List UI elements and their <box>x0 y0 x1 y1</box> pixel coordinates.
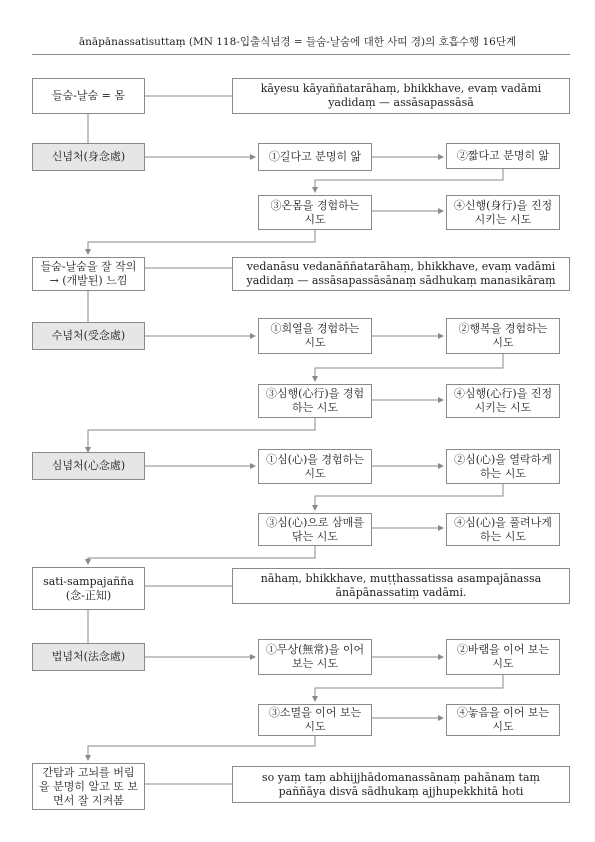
arrow <box>315 354 503 381</box>
arrow <box>88 230 315 254</box>
arrow <box>315 484 503 510</box>
step-15: ③소멸을 이어 보는 시도 <box>258 704 372 736</box>
step-16: ④놓음을 이어 보는 시도 <box>446 704 560 736</box>
step-7: ③심행(心行)을 경험하는 시도 <box>258 384 372 418</box>
category-body-mindfulness: 신념처(身念處) <box>32 143 145 171</box>
step-8: ④심행(心行)을 진정시키는 시도 <box>446 384 560 418</box>
step-4: ④신행(身行)을 진정시키는 시도 <box>446 195 560 230</box>
step-9: ①심(心)을 경험하는 시도 <box>258 449 372 484</box>
step-6: ②행복을 경험하는 시도 <box>446 318 560 354</box>
pali-text-equanimity: so yaṃ taṃ abhijjhādomanassānaṃ pahānaṃ taṃ paññāya disvā sādhukaṃ ajjhupekkhitā hoti <box>232 766 570 803</box>
arrow <box>315 675 503 701</box>
pali-text-body: kāyesu kāyaññatarāhaṃ, bhikkhave, evaṃ vadāmi yadidaṃ — assāsapassāsā <box>232 78 570 114</box>
section-label-sati: sati-sampajañña (念-正知) <box>32 567 145 610</box>
category-mind-mindfulness: 심념처(心念處) <box>32 452 145 480</box>
arrow <box>88 546 315 564</box>
pali-text-sati: nāhaṃ, bhikkhave, muṭṭhassatissa asampajānassa ānāpānassatiṃ vadāmi. <box>232 568 570 604</box>
step-12: ④심(心)을 풀려나게 하는 시도 <box>446 513 560 546</box>
step-14: ②바램을 이어 보는 시도 <box>446 639 560 675</box>
page-title: ānāpānassatisuttaṃ (MN 118-입출식념경 = 들숨-날숨에 대한 사띠 경)의 호흡수행 16단계 <box>78 36 517 48</box>
section-label-body: 들숨-날숨 = 몸 <box>32 78 145 114</box>
category-feeling-mindfulness: 수념처(受念處) <box>32 322 145 350</box>
arrow <box>88 736 315 760</box>
step-2: ②짧다고 분명히 앎 <box>446 143 560 169</box>
step-10: ②심(心)을 열락하게 하는 시도 <box>446 449 560 484</box>
step-11: ③심(心)으로 삼매를 닦는 시도 <box>258 513 372 546</box>
step-1: ①길다고 분명히 앎 <box>258 143 372 171</box>
section-label-feeling: 들숨-날숨을 잘 작의 → (개발된) 느낌 <box>32 257 145 291</box>
step-3: ③온몸을 경험하는 시도 <box>258 195 372 230</box>
step-5: ①희열을 경험하는 시도 <box>258 318 372 354</box>
section-label-equanimity: 간탐과 고뇌를 버림을 분명히 알고 또 보면서 잘 지켜봄 <box>32 763 145 810</box>
arrow <box>88 418 315 452</box>
arrow <box>315 169 503 192</box>
pali-text-feeling: vedanāsu vedanāññatarāhaṃ, bhikkhave, evaṃ vadāmi yadidaṃ — assāsapassāsānaṃ sādhukaṃ manasikāraṃ <box>232 257 570 291</box>
step-13: ①무상(無常)을 이어 보는 시도 <box>258 639 372 675</box>
category-dhamma-mindfulness: 법념처(法念處) <box>32 643 145 671</box>
